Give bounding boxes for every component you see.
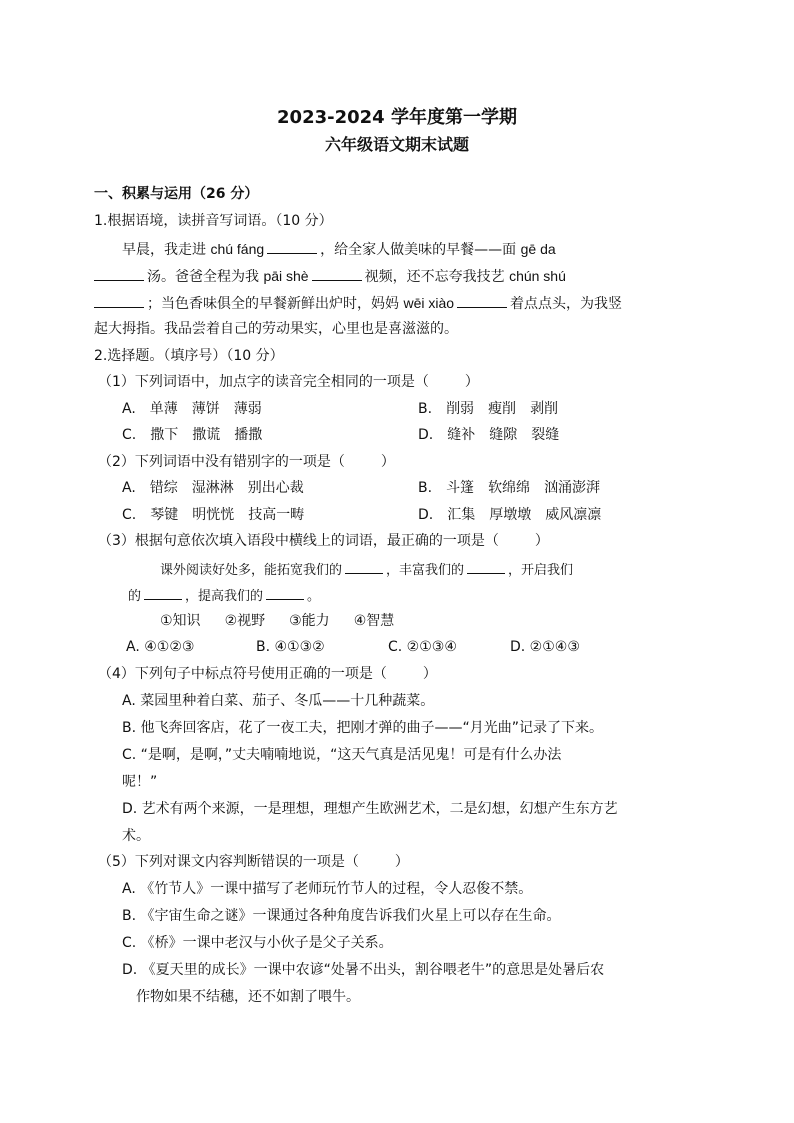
pinyin-5: wēi xiào bbox=[403, 295, 455, 311]
option-a[interactable]: A. 错综 湿淋淋 别出心裁 bbox=[122, 480, 304, 496]
text: ，给全家人做美味的早餐——面 bbox=[320, 242, 521, 258]
option-d[interactable]: D. 汇集 厚墩墩 威风凛凛 bbox=[418, 507, 602, 523]
option-d[interactable]: D. ②①④③ bbox=[510, 639, 580, 655]
option-b[interactable]: B. 削弱 瘦削 剥削 bbox=[418, 401, 559, 417]
word-item: ①知识 bbox=[160, 613, 201, 629]
answer-blank-5[interactable] bbox=[457, 292, 507, 308]
option-c[interactable]: C. ②①③④ bbox=[388, 639, 457, 655]
option-d-cont: 作物如果不结穗，还不如割了喂牛。 bbox=[136, 989, 360, 1005]
word-item: ②视野 bbox=[224, 613, 266, 629]
q2-1-stem: （1）下列词语中，加点字的读音完全相同的一项是（ ） bbox=[98, 374, 479, 390]
option-c[interactable]: C. 琴键 明恍恍 技高一畴 bbox=[122, 507, 305, 523]
q2-4-stem: （4）下列句子中标点符号使用正确的一项是（ ） bbox=[98, 666, 437, 682]
text: 汤。爸爸全程为我 bbox=[147, 269, 264, 285]
word-item: ③能力 bbox=[289, 613, 330, 629]
q1-line-2 bbox=[94, 265, 566, 287]
section-heading: 一、积累与运用（26 分） bbox=[94, 186, 259, 202]
word-bank bbox=[160, 611, 408, 631]
fill-blank[interactable] bbox=[467, 558, 505, 574]
q1-line-4: 起大拇指。我品尝着自己的劳动果实，心里也是喜滋滋的。 bbox=[94, 321, 458, 337]
pinyin-3: pāi shè bbox=[263, 268, 309, 284]
answer-blank-4[interactable] bbox=[94, 292, 144, 308]
pinyin-4: chún shú bbox=[509, 268, 566, 284]
q1-line-3 bbox=[94, 292, 622, 314]
q2-3-stem: （3）根据句意依次填入语段中横线上的词语，最正确的一项是（ ） bbox=[98, 533, 549, 549]
passage-line-1: 课外阅读好处多，能拓宽我们的 ，丰富我们的 ，开启我们 bbox=[160, 558, 573, 581]
option-d[interactable]: D. 艺术有两个来源，一是理想，理想产生欧洲艺术，二是幻想，幻想产生东方艺 bbox=[122, 801, 618, 817]
text: ；当色香味俱全的早餐新鲜出炉时，妈妈 bbox=[147, 296, 404, 312]
option-a[interactable]: A. ④①②③ bbox=[126, 639, 195, 655]
option-b[interactable]: B. 他飞奔回客店，花了一夜工夫，把刚才弹的曲子——“月光曲”记录了下来。 bbox=[122, 720, 604, 736]
option-a[interactable]: A. 菜园里种着白菜、茄子、冬瓜——十几种蔬菜。 bbox=[122, 693, 435, 709]
option-d[interactable]: D. 缝补 缝隙 裂缝 bbox=[418, 427, 560, 443]
text: 早晨，我走进 bbox=[122, 242, 211, 258]
answer-blank-2[interactable] bbox=[94, 265, 144, 281]
answer-blank-1[interactable] bbox=[267, 238, 317, 254]
q2-5-stem: （5）下列对课文内容判断错误的一项是（ ） bbox=[98, 854, 409, 870]
option-d[interactable]: D. 《夏天里的成长》一课中农谚“处暑不出头，割谷喂老牛”的意思是处暑后农 bbox=[122, 962, 605, 978]
q2-2-stem: （2）下列词语中没有错别字的一项是（ ） bbox=[98, 454, 395, 470]
q2-title: 2.选择题。（填序号）（10 分） bbox=[94, 348, 284, 364]
option-a[interactable]: A. 《竹节人》一课中描写了老师玩竹节人的过程，令人忍俊不禁。 bbox=[122, 881, 533, 897]
fill-blank[interactable] bbox=[345, 558, 383, 574]
option-d-cont: 术。 bbox=[122, 828, 150, 844]
text: 视频，还不忘夸我技艺 bbox=[364, 269, 510, 285]
answer-blank-3[interactable] bbox=[312, 265, 362, 281]
option-b[interactable]: B. 斗篷 软绵绵 汹涌澎湃 bbox=[418, 480, 601, 496]
q1-line-1 bbox=[122, 238, 556, 260]
q1-title: 1.根据语境，读拼音写词语。（10 分） bbox=[94, 213, 333, 229]
passage-line-2: 的 ，提高我们的 。 bbox=[128, 584, 320, 607]
option-c[interactable]: C. “是啊，是啊，”丈夫喃喃地说，“这天气真是活见鬼！可是有什么办法 bbox=[122, 747, 562, 763]
option-c[interactable]: C. 《桥》一课中老汉与小伙子是父子关系。 bbox=[122, 935, 393, 951]
exam-subtitle: 六年级语文期末试题 bbox=[324, 135, 469, 154]
exam-title: 2023-2024 学年度第一学期 bbox=[277, 107, 517, 128]
pinyin-1: chú fáng bbox=[210, 241, 265, 257]
word-item: ④智慧 bbox=[353, 613, 395, 629]
pinyin-2: gē da bbox=[520, 241, 556, 257]
option-c[interactable]: C. 撒下 撒谎 播撒 bbox=[122, 427, 263, 443]
option-b[interactable]: B. ④①③② bbox=[256, 639, 325, 655]
text: 着点点头，为我竖 bbox=[510, 296, 623, 312]
option-c-cont: 呢！” bbox=[122, 774, 158, 790]
option-a[interactable]: A. 单薄 薄饼 薄弱 bbox=[122, 401, 262, 417]
fill-blank[interactable] bbox=[144, 584, 182, 600]
fill-blank[interactable] bbox=[266, 584, 304, 600]
option-b[interactable]: B. 《宇宙生命之谜》一课通过各种角度告诉我们火星上可以存在生命。 bbox=[122, 908, 561, 924]
